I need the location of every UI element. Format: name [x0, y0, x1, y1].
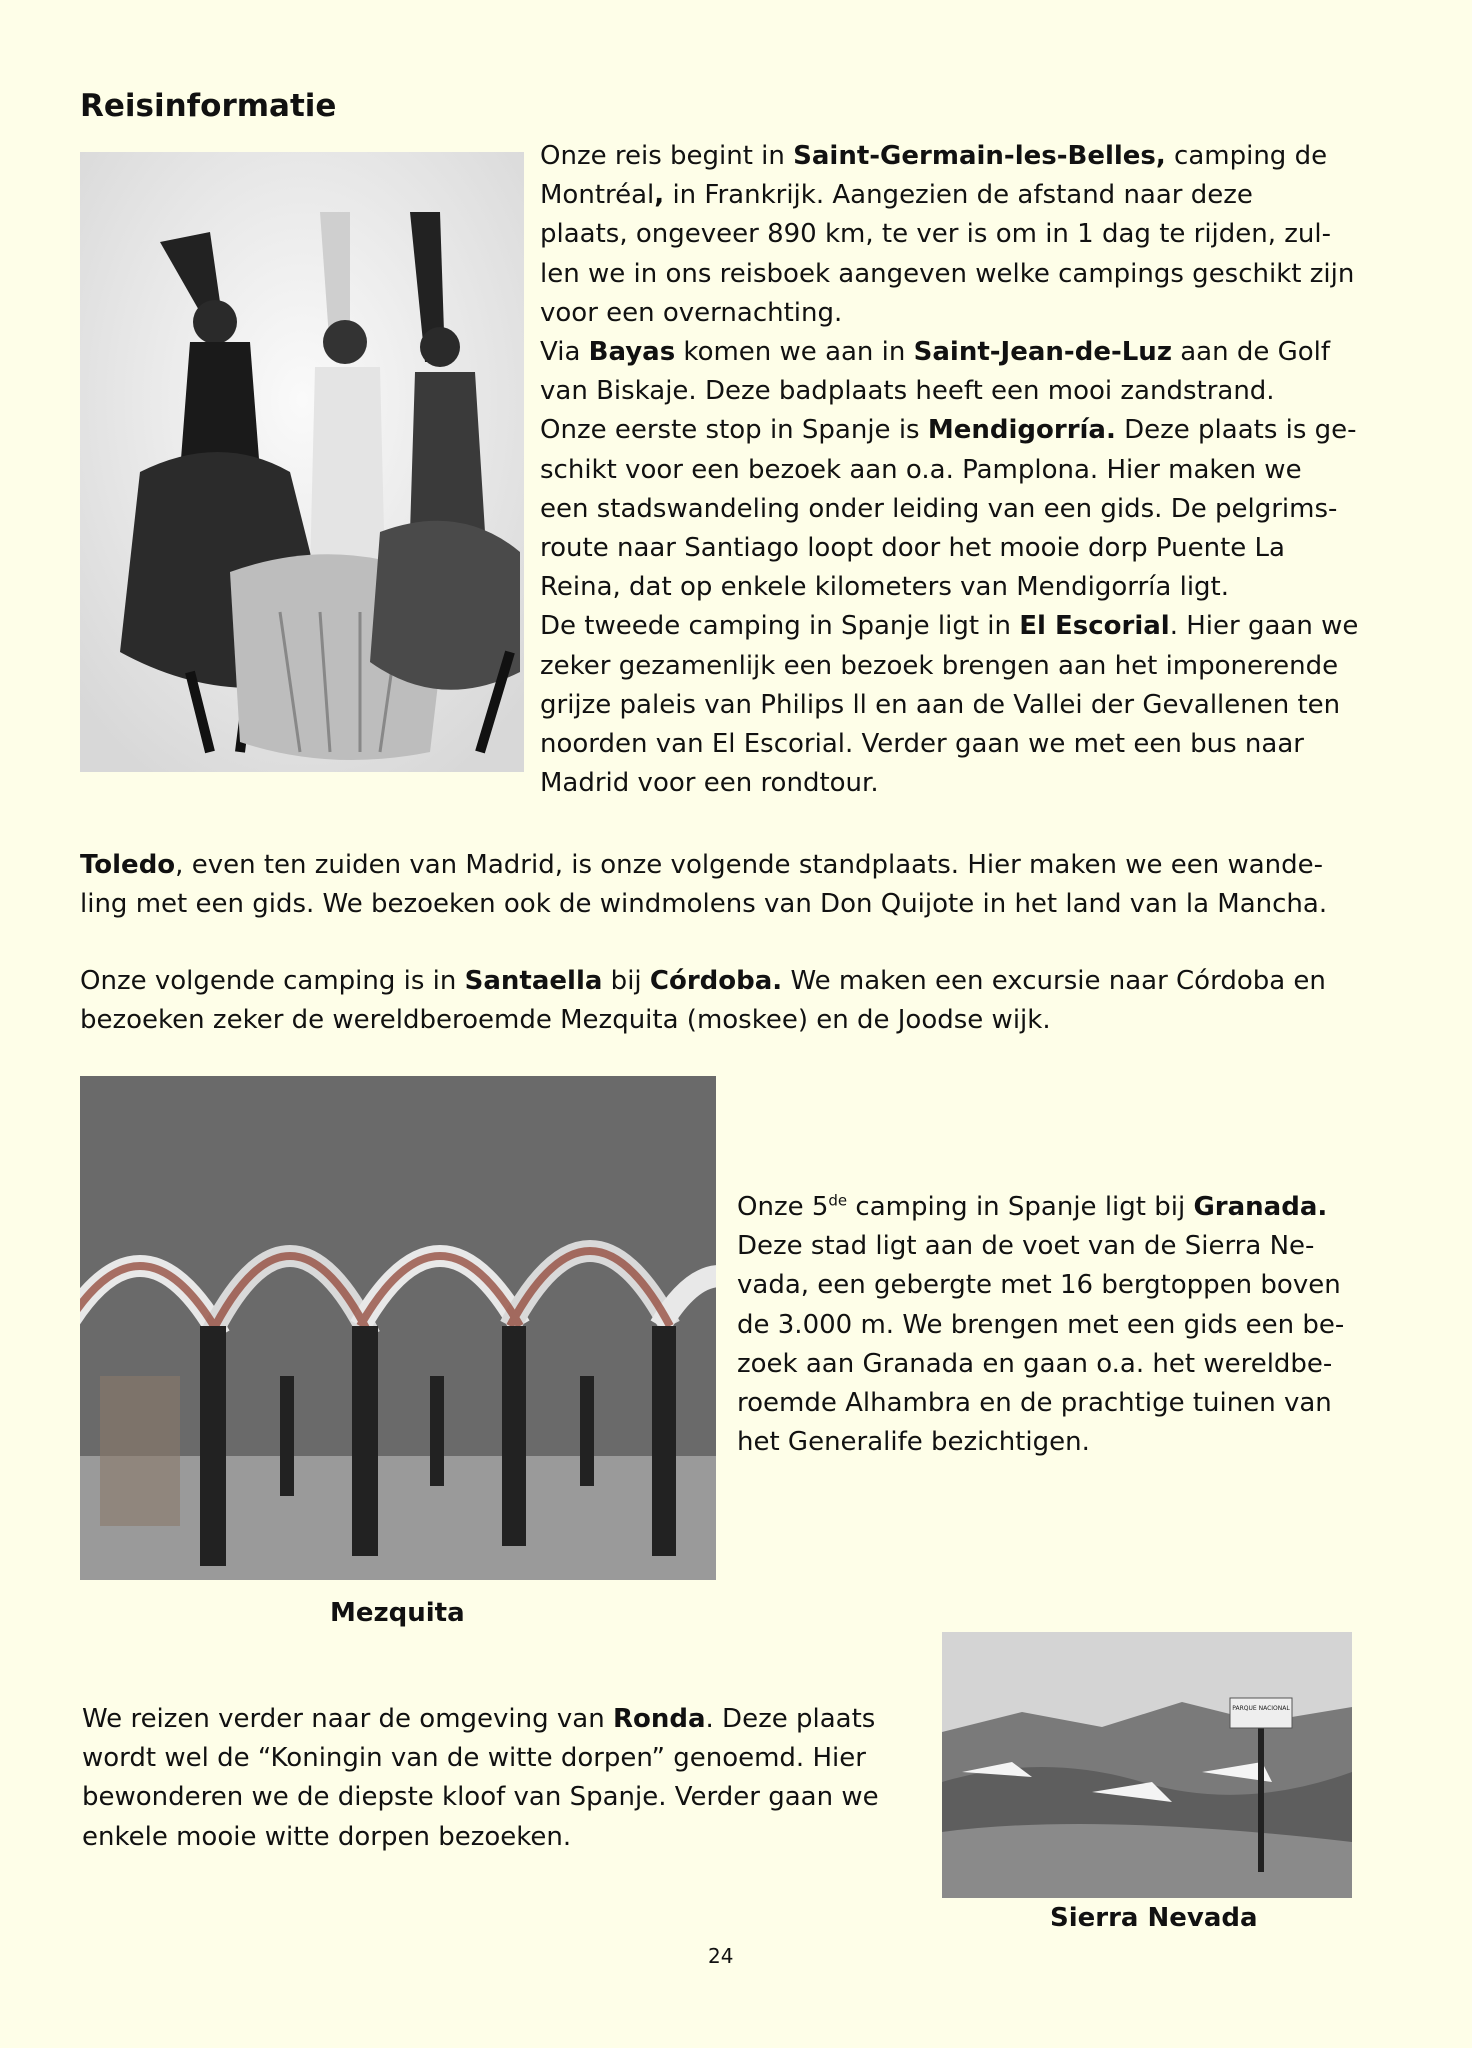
mezquita-caption: Mezquita: [330, 1598, 465, 1628]
sierra-nevada-photo: [942, 1632, 1352, 1898]
flamenco-dancers-photo: [80, 152, 524, 772]
toledo-paragraph: Toledo, even ten zuiden van Madrid, is onze volgende standplaats. Hier maken we een wande- ling met een gids. We bezoeken ook de windmolens van Don Quijote in het land van la Mancha.: [80, 850, 1328, 920]
granada-paragraph: Onze 5de camping in Spanje ligt bij Granada. Deze stad ligt aan de voet van de Sierra Ne- vada, een gebergte met 16 bergtoppen boven de 3.000 m. We brengen met een gids een be- zoek aan Granada en gaan o.a. het wereldbe- roemde Alhambra en de prachtige tuinen van het Generalife bezichtigen.: [737, 1191, 1345, 1458]
sierra-nevada-caption: Sierra Nevada: [1050, 1903, 1258, 1933]
cordoba-paragraph: Onze volgende camping is in Santaella bij Córdoba. We maken een excursie naar Córdoba en bezoeken zeker de wereldberoemde Mezquita (moskee) en de Joodse wijk.: [80, 966, 1326, 1036]
page-title: Reisinformatie: [80, 88, 337, 124]
page-number: 24: [708, 1944, 734, 1968]
ronda-paragraph: We reizen verder naar de omgeving van Ronda. Deze plaats wordt wel de “Koningin van de witte dorpen” genoemd. Hier bewonderen we de diepste kloof van Spanje. Verder gaan we enkele mooie witte dorpen bezoeken.: [82, 1704, 879, 1852]
mezquita-photo: [80, 1076, 716, 1580]
intro-paragraph: Onze reis begint in Saint-Germain-les-Belles, camping de Montréal, in Frankrijk. Aangezien de afstand naar deze plaats, ongeveer 890 km, te ver is om in 1 dag te rijden, zul- len we in ons reisboek aangeven welke campings geschikt zijn voor een overnachting. Via Bayas komen we aan in Saint-Jean-de-Luz aan de Golf van Biskaje. Deze badplaats heeft een mooi zandstrand. Onze eerste stop in Spanje is Mendigorría. Deze plaats is ge- schikt voor een bezoek aan o.a. Pamplona. Hier maken we een stadswandeling onder leiding van een gids. De pelgrims- route naar Santiago loopt door het mooie dorp Puente La Reina, dat op enkele kilometers van Mendigorría ligt. De tweede camping in Spanje ligt in El Escorial. Hier gaan we zeker gezamenlijk een bezoek brengen aan het imponerende grijze paleis van Philips ll en aan de Vallei der Gevallenen ten noorden van El Escorial. Verder gaan we met een bus naar Madrid voor een rondtour.: [540, 141, 1359, 799]
park-sign-text: PARQUE NACIONAL: [1232, 1705, 1290, 1712]
